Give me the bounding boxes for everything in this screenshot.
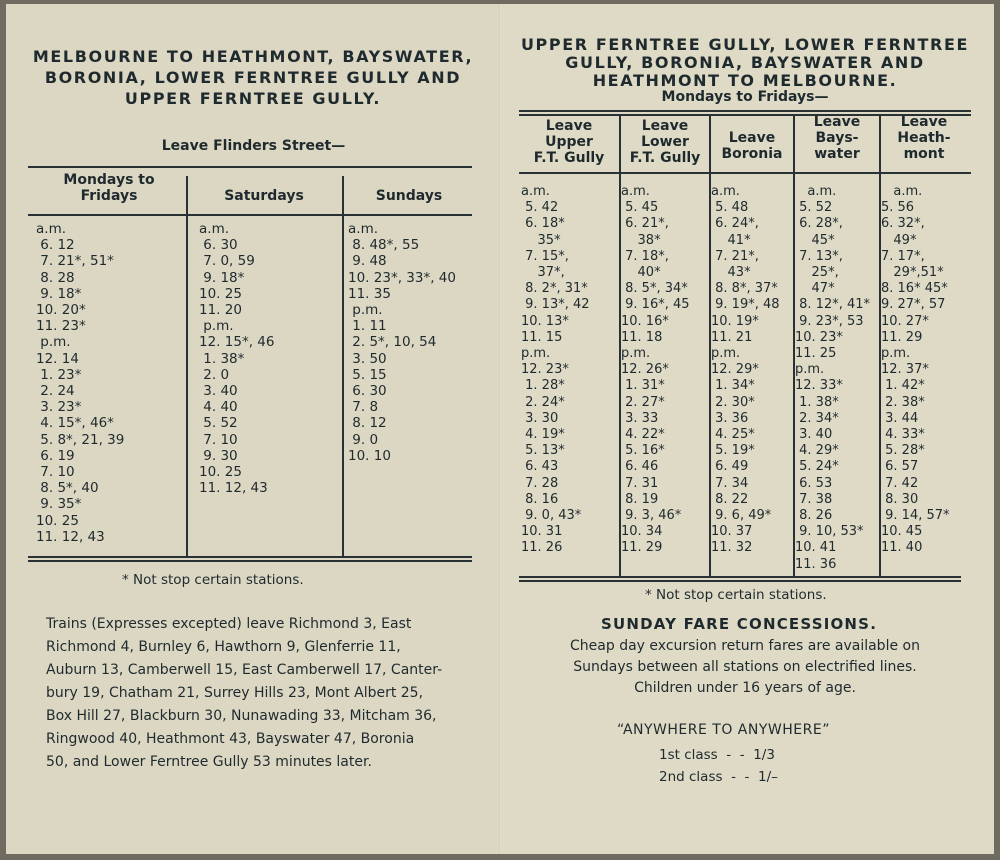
- footnote: * Not stop certain stations.: [122, 572, 304, 588]
- column-header-bayswater: Leave Bays- water: [813, 114, 861, 162]
- column-header-upper-ft-gully: Leave Upper F.T. Gully: [533, 118, 605, 166]
- table-bottom-rule: [519, 580, 961, 582]
- times-mondays-fridays: a.m. 6. 12 7. 21*, 51* 8. 28 9. 18* 10. 20* 11. 23* p.m. 12. 14 1. 23* 2. 24 3. 23* 4. 15*, 46* 5. 8*, 21, 39 6. 19 7. 10 8. 5*, 40 9. 35* 10. 25 11. 12, 43: [36, 221, 125, 545]
- column-header-saturdays: Saturdays: [224, 188, 304, 204]
- times-bayswater: a.m. 5. 52 6. 28*, 45* 7. 13*, 25*, 47* 8. 12*, 41* 9. 23*, 53 10. 23* 11. 25 p.m. 12. 33* 1. 38* 2. 34* 3. 40 4. 29* 5. 24* 6. 53 7. 38 8. 26 9. 10, 53* 10. 41 11. 36: [795, 184, 871, 572]
- header-rule: [519, 172, 971, 174]
- times-upper-ft-gully: a.m. 5. 42 6. 18* 35* 7. 15*, 37*, 8. 2*, 31* 9. 13*, 42 10. 13* 11. 15 p.m. 12. 23* 1. 28* 2. 24* 3. 30 4. 19* 5. 13* 6. 43 7. 28 8. 16 9. 0, 43* 10. 31 11. 26: [521, 184, 590, 556]
- column-header-sundays: Sundays: [375, 188, 443, 204]
- right-subtitle: Mondays to Fridays—: [661, 89, 829, 105]
- column-header-mondays-fridays: Mondays to Fridays: [63, 172, 155, 204]
- table-bottom-rule: [28, 560, 472, 562]
- times-lower-ft-gully: a.m. 5. 45 6. 21*, 38* 7. 18*, 40* 8. 5*, 34* 9. 16*, 45 10. 16* 11. 18 p.m. 12. 26* 1. 31* 2. 27* 3. 33 4. 22* 5. 16* 6. 46 7. 31 8. 19 9. 3, 46* 10. 34 11. 29: [621, 184, 690, 556]
- first-class-fare: 1st class - - 1/3: [659, 747, 775, 763]
- right-panel: [501, 4, 994, 854]
- second-class-fare: 2nd class - - 1/–: [659, 769, 778, 785]
- column-header-boronia: Leave Boronia: [721, 130, 783, 162]
- anywhere-to-anywhere: “ANYWHERE TO ANYWHERE”: [617, 722, 830, 738]
- header-rule: [28, 214, 472, 216]
- table-top-rule: [519, 110, 971, 112]
- column-header-lower-ft-gully: Leave Lower F.T. Gully: [629, 118, 701, 166]
- timetable-sheet: [6, 4, 994, 854]
- table-top-rule: [28, 166, 472, 168]
- right-title: UPPER FERNTREE GULLY, LOWER FERNTREE GULLY, BORONIA, BAYSWATER AND HEATHMONT TO MELBOURNE.: [520, 35, 970, 90]
- sunday-fare-text: Cheap day excursion return fares are available on Sundays between all stations on electrified lines. Children under 16 years of age.: [570, 638, 920, 696]
- table-bottom-rule: [28, 556, 472, 558]
- sunday-fare-title: SUNDAY FARE CONCESSIONS.: [601, 615, 878, 633]
- times-sundays: a.m. 8. 48*, 55 9. 48 10. 23*, 33*, 40 11. 35 p.m. 1. 11 2. 5*, 10, 54 3. 50 5. 15 6. 30 7. 8 8. 12 9. 0 10. 10: [348, 221, 456, 464]
- left-panel: [6, 4, 501, 854]
- table-bottom-rule: [519, 576, 961, 578]
- column-divider: [186, 176, 188, 556]
- times-saturdays: a.m. 6. 30 7. 0, 59 9. 18* 10. 25 11. 20 p.m. 12. 15*, 46 1. 38* 2. 0 3. 40 4. 40 5. 52 7. 10 9. 30 10. 25 11. 12, 43: [199, 221, 275, 497]
- column-divider: [342, 176, 344, 556]
- column-header-heathmont: Leave Heath- mont: [897, 114, 951, 162]
- left-subtitle: Leave Flinders Street—: [161, 138, 346, 154]
- footnote: * Not stop certain stations.: [645, 587, 827, 603]
- times-heathmont: a.m. 5. 56 6. 32*, 49* 7. 17*, 29*,51* 8. 16* 45* 9. 27*, 57 10. 27* 11. 29 p.m. 12. 37* 1. 42* 2. 38* 3. 44 4. 33* 5. 28* 6. 57 7. 42 8. 30 9. 14, 57* 10. 45 11. 40: [881, 184, 950, 556]
- times-boronia: a.m. 5. 48 6. 24*, 41* 7. 21*, 43* 8. 8*, 37* 9. 19*, 48 10. 19* 11. 21 p.m. 12. 29* 1. 34* 2. 30* 3. 36 4. 25* 5. 19* 6. 49 7. 34 8. 22 9. 6, 49* 10. 37 11. 32: [711, 184, 780, 556]
- left-title: MELBOURNE TO HEATHMONT, BAYSWATER, BORONIA, LOWER FERNTREE GULLY AND UPPER FERNTREE GULLY.: [32, 47, 474, 108]
- station-times-paragraph: Trains (Expresses excepted) leave Richmond 3, East Richmond 4, Burnley 6, Hawthorn 9, Glenferrie 11, Auburn 13, Camberwell 15, East Camberwell 17, Canter- bury 19, Chatham 21, Surrey Hills 23, Mont Albert 25, Box Hill 27, Blackburn 30, Nunawading 33, Mitcham 36, Ringwood 40, Heathmont 43, Bayswater 47, Boronia 50, and Lower Ferntree Gully 53 minutes later.: [46, 616, 443, 770]
